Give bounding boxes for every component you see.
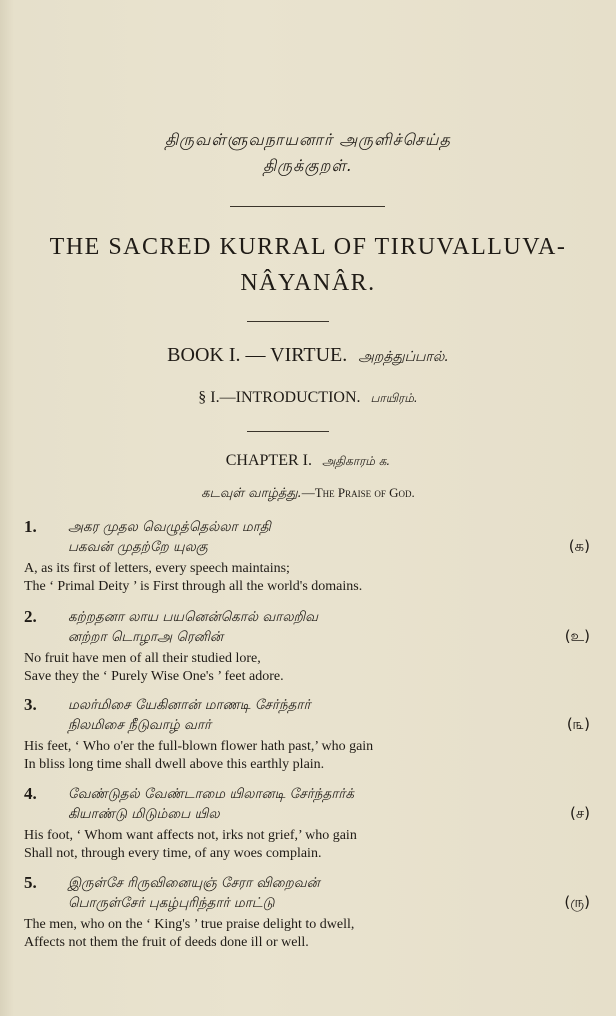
book-label: BOOK I. — VIRTUE. <box>167 344 348 366</box>
verse-english-line-1: His foot, ‘ Whom want affects not, irks not grief,’ who gain <box>24 828 357 843</box>
verse-tamil-numeral: (ச) <box>569 804 590 822</box>
chapter-tamil: அதிகாரம் க. <box>321 454 391 468</box>
verse-number: 5. <box>24 873 37 892</box>
verse-number: 3. <box>24 695 37 714</box>
section-label: § I.—INTRODUCTION. <box>198 389 361 406</box>
chapter-label: CHAPTER I. <box>225 452 312 469</box>
verse-tamil-line-1: கற்றதனா லாய பயனென்கொல் வாலறிவ <box>68 609 319 625</box>
section-tamil: பாயிரம். <box>370 391 418 405</box>
verse-english-line-1: A, as its first of letters, every speech maintains; <box>24 561 290 576</box>
book-heading <box>0 344 616 367</box>
verse-tamil-line-2: நிலமிசை நீடுவாழ் வார் <box>68 717 212 733</box>
verse-english-line-2: Save they the ‘ Purely Wise One's ’ feet adore. <box>24 669 284 684</box>
tamil-header-line-2: திருக்குறள். <box>263 156 353 175</box>
verse-english-line-2: Affects not them the fruit of deeds done ill or well. <box>24 935 309 950</box>
verse-tamil-line-2: பகவன் முதற்றே யுலகு <box>68 539 208 555</box>
verse-tamil-line-1: இருள்சே ரிருவினையுஞ் சேரா விறைவன் <box>68 875 320 891</box>
verse-english-line-2: The ‘ Primal Deity ’ is First through all the world's domains. <box>24 579 363 594</box>
verse-tamil-numeral: (ரு) <box>564 893 590 911</box>
chapter-subtitle-tamil: கடவுள் வாழ்த்து. <box>201 486 302 501</box>
verse-tamil-line-2: பொருள்சேர் புகழ்புரிந்தார் மாட்டு <box>68 895 275 911</box>
title-divider <box>247 321 329 322</box>
section-heading <box>0 389 616 407</box>
page-title-line-2: NÂYANÂR. <box>240 270 376 296</box>
verse-number: 2. <box>24 607 37 626</box>
verse-number: 1. <box>24 517 37 536</box>
verse-tamil-line-1: மலர்மிசை யேகினான் மாணடி சேர்ந்தார் <box>68 697 311 713</box>
header-divider <box>230 206 385 207</box>
chapter-subtitle-english: —The Praise of God. <box>301 485 415 500</box>
verse-tamil-line-2: னற்றா டொழாஅ ரெனின் <box>68 629 224 645</box>
chapter-heading <box>0 452 616 470</box>
verse-english-line-1: His feet, ‘ Who o'er the full-blown flower hath past,’ who gain <box>24 739 374 754</box>
page-title-line-1: THE SACRED KURRAL OF TIRUVALLUVA- <box>49 234 567 260</box>
book-tamil: அறத்துப்பால். <box>358 349 449 365</box>
verse-number: 4. <box>24 784 37 803</box>
verse-english-line-2: In bliss long time shall dwell above this earthly plain. <box>24 757 325 772</box>
verse-tamil-numeral: (க) <box>568 537 590 555</box>
verse-tamil-numeral: (௩) <box>566 715 590 733</box>
verse-tamil-line-2: கியாண்டு மிடும்பை யில <box>68 806 220 822</box>
chapter-subtitle <box>0 485 616 502</box>
verse-tamil-numeral: (உ) <box>564 627 590 645</box>
verse-english-line-1: No fruit have men of all their studied lore, <box>24 651 261 666</box>
verse-english-line-2: Shall not, through every time, of any woes complain. <box>24 846 322 861</box>
section-divider <box>247 431 329 432</box>
tamil-header-line-1: திருவள்ளுவநாயனார் அருளிச்செய்த <box>165 130 451 149</box>
verse-tamil-line-1: வேண்டுதல் வேண்டாமை யிலானடி சேர்ந்தார்க் <box>68 786 354 802</box>
verse-english-line-1: The men, who on the ‘ King's ’ true praise delight to dwell, <box>24 917 355 932</box>
verse-tamil-line-1: அகர முதல வெழுத்தெல்லா மாதி <box>68 519 271 535</box>
